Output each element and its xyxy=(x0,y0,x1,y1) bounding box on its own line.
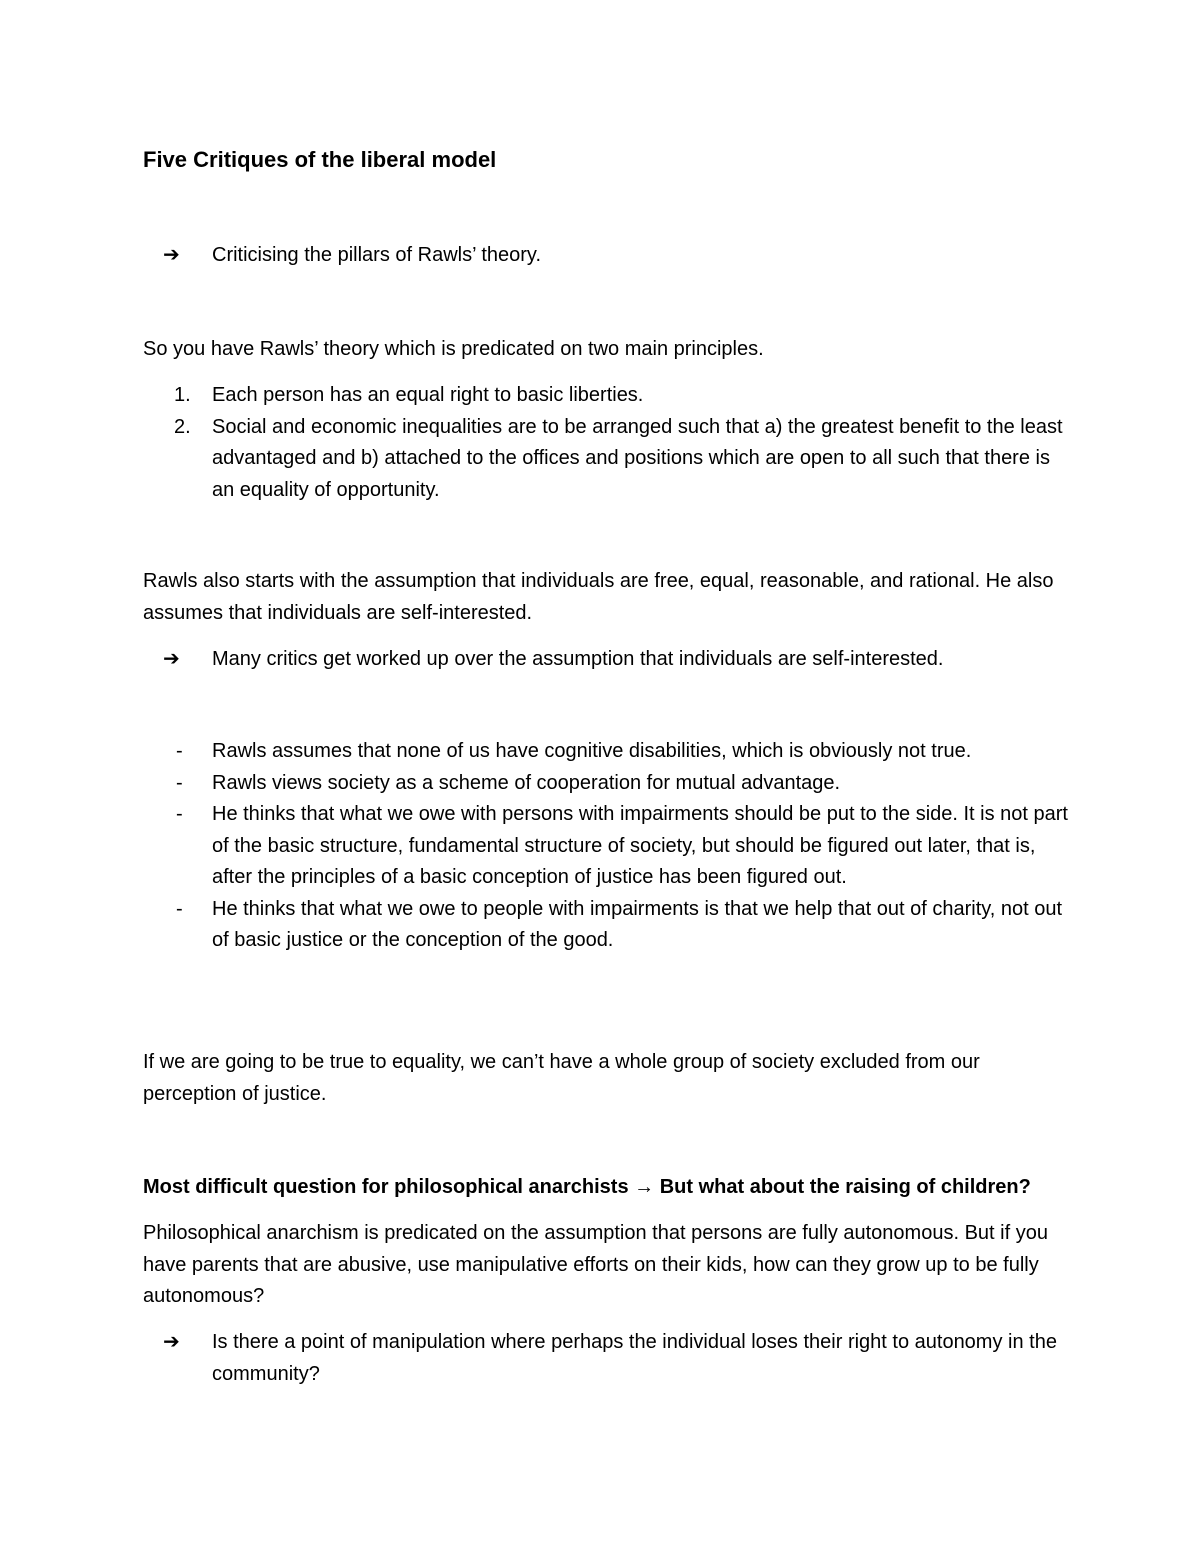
question-heading-part-b: But what about the raising of children? xyxy=(659,1176,1031,1198)
list-item xyxy=(143,412,1073,507)
arrow-note-pillars xyxy=(143,240,1073,272)
list-item-text: Rawls assumes that none of us have cognitive disabilities, which is obviously not true. xyxy=(212,740,972,762)
page-title: Five Critiques of the liberal model xyxy=(143,147,497,172)
inline-arrow-icon: → xyxy=(634,1176,655,1198)
dash-bullet: - xyxy=(176,803,183,825)
arrow-icon: ➔ xyxy=(163,1331,180,1353)
list-item-text: He thinks that what we owe with persons with impairments should be put to the side. It is not part of the basic structure, fundamental structure of society, but should be figured out later, that is, after the principles of a basic conception of justice has been figured out. xyxy=(212,803,1068,888)
dash-bullet: - xyxy=(176,740,183,762)
list-number: 1. xyxy=(174,384,191,406)
arrow-note-text: Is there a point of manipulation where perhaps the individual loses their right to autonomy in the community? xyxy=(212,1331,1057,1385)
principles-list xyxy=(143,380,1073,506)
list-item xyxy=(143,894,1073,957)
critiques-list xyxy=(143,736,1073,957)
list-item-text: Each person has an equal right to basic liberties. xyxy=(212,384,644,406)
arrow-note-text: Many critics get worked up over the assumption that individuals are self-interested. xyxy=(212,648,944,670)
arrow-note-text: Criticising the pillars of Rawls’ theory. xyxy=(212,244,541,266)
anarchism-paragraph: Philosophical anarchism is predicated on the assumption that persons are fully autonomous. But if you have parents that are abusive, use manipulative efforts on their kids, how can they grow up to be fully autonomous? xyxy=(143,1222,1048,1307)
list-item xyxy=(143,799,1073,894)
arrow-icon: ➔ xyxy=(163,244,180,266)
intro-paragraph: So you have Rawls’ theory which is predicated on two main principles. xyxy=(143,338,764,360)
dash-bullet: - xyxy=(176,771,183,794)
arrow-icon: ➔ xyxy=(163,648,180,670)
question-heading xyxy=(143,1172,1073,1204)
list-item xyxy=(143,380,1073,412)
arrow-note-manipulation xyxy=(143,1327,1073,1390)
list-number: 2. xyxy=(174,415,191,438)
arrow-note-critics xyxy=(143,644,1073,676)
assumption-paragraph: Rawls also starts with the assumption that individuals are free, equal, reasonable, and rational. He also assumes that individuals are self-interested. xyxy=(143,570,1054,624)
equality-paragraph: If we are going to be true to equality, we can’t have a whole group of society excluded from our perception of justice. xyxy=(143,1051,980,1105)
question-heading-part-a: Most difficult question for philosophical anarchists xyxy=(143,1176,629,1198)
list-item xyxy=(143,768,1073,800)
list-item-text: Social and economic inequalities are to be arranged such that a) the greatest benefit to the least advantaged and b) attached to the offices and positions which are open to all such that there is an equality of opportunity. xyxy=(212,415,1063,501)
dash-bullet: - xyxy=(176,897,183,920)
list-item xyxy=(143,736,1073,768)
list-item-text: He thinks that what we owe to people with impairments is that we help that out of charity, not out of basic justice or the conception of the good. xyxy=(212,897,1063,951)
list-item-text: Rawls views society as a scheme of cooperation for mutual advantage. xyxy=(212,771,841,794)
